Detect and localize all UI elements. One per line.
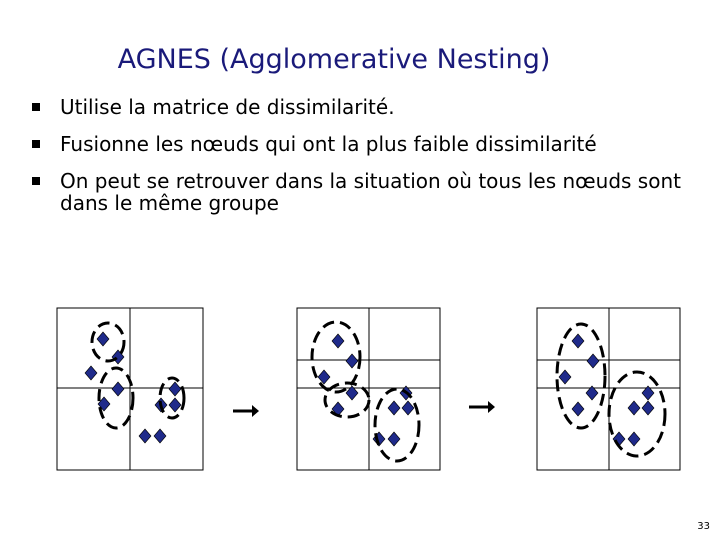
bullet-text: On peut se retrouver dans la situation où tous les nœuds sont dans le même groupe (60, 169, 681, 215)
bullet-item (30, 133, 690, 155)
scatter-panel-3 (537, 308, 680, 470)
bullet-text: Fusionne les nœuds qui ont la plus faible dissimilarité (60, 132, 597, 156)
slide-title: AGNES (Agglomerative Nesting) (117, 44, 551, 75)
bullet-square-icon (32, 140, 40, 148)
page-number: 33 (697, 521, 710, 532)
bullet-item (30, 96, 690, 118)
bullet-square-icon (32, 103, 40, 111)
arrow-icon (233, 405, 259, 417)
arrow-icon (469, 401, 495, 413)
bullet-text: Utilise la matrice de dissimilarité. (60, 95, 395, 119)
cluster-diagrams (0, 290, 720, 490)
bullet-list (30, 96, 690, 229)
bullet-square-icon (32, 177, 40, 185)
scatter-panel-2 (297, 308, 440, 470)
bullet-item (30, 170, 690, 214)
scatter-panel-1 (57, 308, 203, 470)
